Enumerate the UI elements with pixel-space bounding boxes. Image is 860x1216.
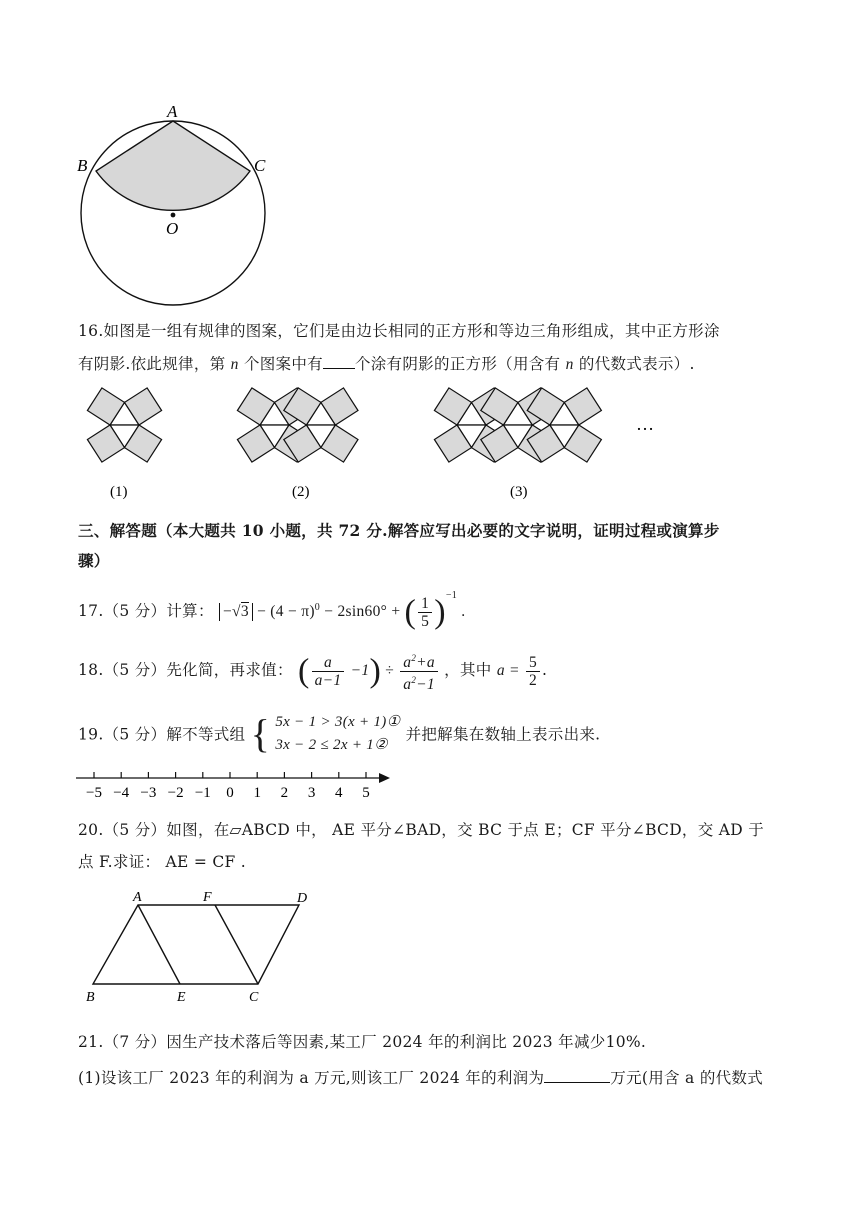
label-c: C xyxy=(249,990,259,1005)
tick-label: −5 xyxy=(86,785,102,801)
q16-text-a: 有阴影.依此规律，第 xyxy=(78,355,231,373)
q17-prefix: 17.（5 分）计算： xyxy=(78,602,214,620)
section3-heading-line2: 骤） xyxy=(78,551,110,570)
q21-answer-blank xyxy=(544,1082,610,1083)
tick-label: −2 xyxy=(167,785,184,801)
q17-expression: $-√3 - (4 - \pi)^0 - 2\sin 60^\circ$ + ( $\frac{1}{5}$ )$^{-1}$ . xyxy=(219,603,465,620)
tick-label: −1 xyxy=(194,785,211,801)
ellipsis: … xyxy=(636,414,654,434)
q21-text-b: 万元(用含 a 的代数式 xyxy=(610,1069,764,1087)
q16-line1: 16.如图是一组有规律的图案，它们是由边长相同的正方形和等边三角形组成，其中正方形涂 xyxy=(78,322,720,340)
q16-answer-blank xyxy=(323,368,355,369)
q20-line1: 20.（5 分）如图，在▱ABCD 中， AE 平分∠BAD，交 BC 于点 E；CF 平分∠BCD，交 AD 于 xyxy=(78,821,765,839)
q21-line1: 21.（7 分）因生产技术落后等因素,某工厂 2024 年的利润比 2023 年减少10%. xyxy=(78,1033,647,1051)
q20-line2: 点 F.求证： AE = CF . xyxy=(78,853,247,871)
tick-label: 1 xyxy=(253,785,261,801)
q16-var-n2: n xyxy=(565,356,574,373)
label-a: A xyxy=(133,890,142,905)
arrow-right-icon xyxy=(379,773,390,783)
q18-end: . xyxy=(542,661,548,680)
q21-line2 xyxy=(78,1066,763,1088)
q16-text-b: 个图案中有 xyxy=(238,355,323,373)
q19-brace: { xyxy=(250,711,271,756)
parallelogram-figure xyxy=(80,885,320,1010)
q18-expression: ( $\frac{a}{a-1}$ −1) ÷ $\frac{a^2+a}{a^2-1}$ xyxy=(298,662,444,679)
label-b: B xyxy=(77,156,88,175)
caption-3: (3) xyxy=(510,484,528,500)
label-o: O xyxy=(166,219,179,238)
q18-condition: a = $\frac{5}{2}$ xyxy=(497,662,542,679)
tick-label: 5 xyxy=(362,785,370,801)
center-point-o xyxy=(171,213,176,218)
q18-mid: ，其中 xyxy=(444,661,497,680)
caption-2: (2) xyxy=(292,484,310,500)
label-c: C xyxy=(254,156,266,175)
q21-text-a: (1)设该工厂 2023 年的利润为 a 万元,则该工厂 2024 年的利润为 xyxy=(78,1069,545,1087)
section3-heading-line1: 三、解答题（本大题共 10 小题，共 72 分.解答应写出必要的文字说明，证明过程或演算步 xyxy=(78,521,720,540)
q16-text-c: 个涂有阴影的正方形（用含有 xyxy=(354,355,566,373)
number-line xyxy=(76,766,396,802)
q19-prefix: 19.（5 分）解不等式组 xyxy=(78,725,246,744)
q17 xyxy=(78,590,465,630)
q19-inequality-2: 3x − 2 ≤ 2x + 1② xyxy=(275,736,388,753)
label-a: A xyxy=(167,102,178,121)
q18 xyxy=(78,650,547,693)
label-f: F xyxy=(203,890,212,905)
tick-label: 2 xyxy=(280,785,289,801)
label-d: D xyxy=(297,891,308,906)
q18-prefix: 18.（5 分）先化简，再求值： xyxy=(78,661,293,680)
q19-inequality-1: 5x − 1 > 3(x + 1)① xyxy=(275,713,401,730)
q16-var-n: n xyxy=(230,356,239,373)
q19-suffix: 并把解集在数轴上表示出来. xyxy=(405,725,601,744)
q19-system xyxy=(275,711,400,757)
tick-label: −4 xyxy=(113,785,130,801)
pattern-figures xyxy=(70,380,710,505)
label-b: B xyxy=(86,990,95,1005)
tick-label: 4 xyxy=(335,785,343,801)
q16-text-d: 的代数式表示）. xyxy=(573,355,695,373)
circle-sector-figure xyxy=(70,100,280,315)
q19 xyxy=(78,710,600,757)
q16-line2 xyxy=(78,352,695,374)
tick-label: 3 xyxy=(307,785,316,801)
tick-label: −3 xyxy=(140,785,157,801)
label-e: E xyxy=(177,990,186,1005)
tick-label: 0 xyxy=(226,785,234,801)
caption-1: (1) xyxy=(110,484,128,500)
